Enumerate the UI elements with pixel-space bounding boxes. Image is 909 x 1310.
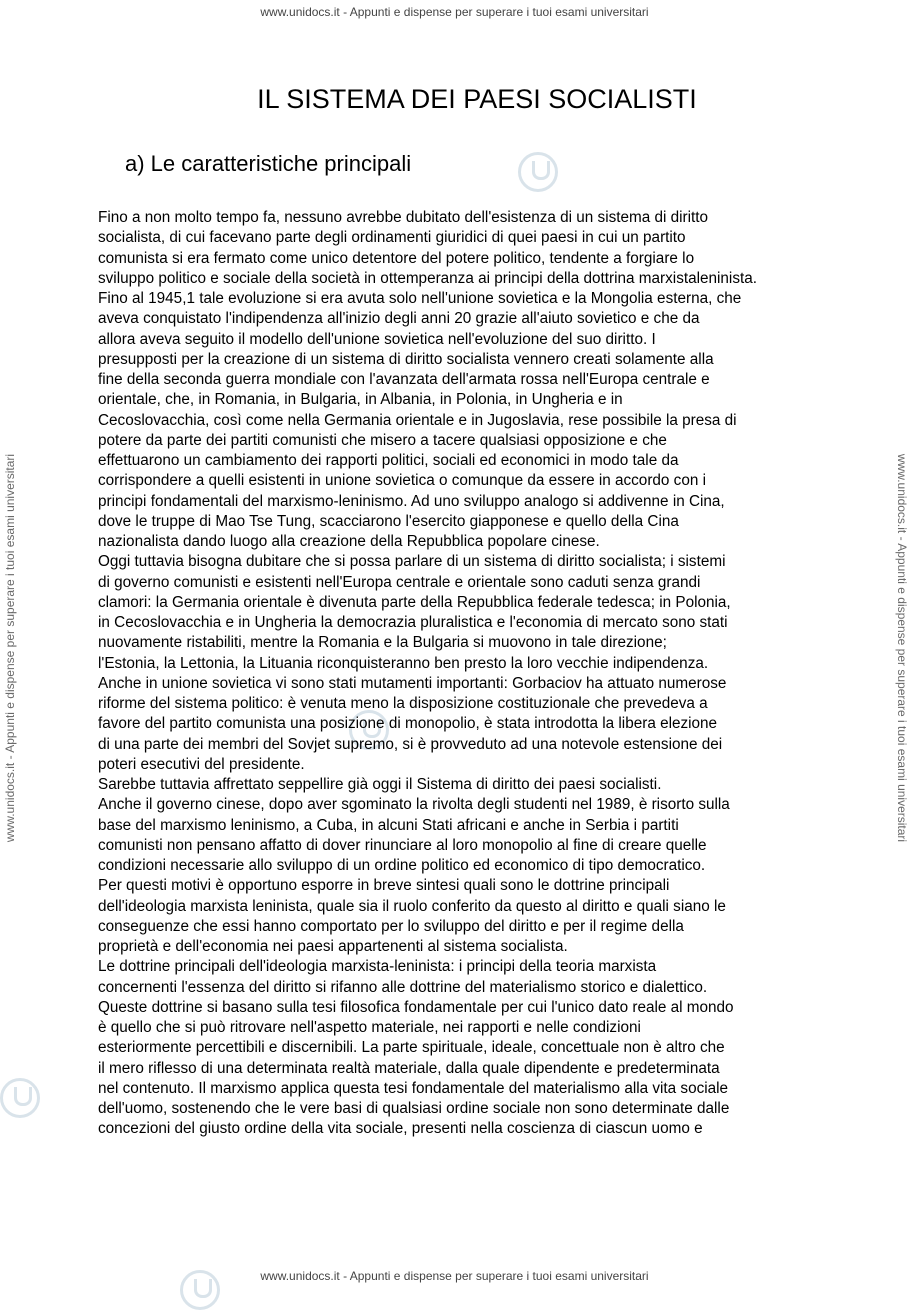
text-line: riforme del sistema politico: è venuta meno la disposizione costituzionale che prevedeva a [98,695,708,712]
watermark-side-left: www.unidocs.it - Appunti e dispense per superare i tuoi esami universitari [3,453,17,843]
watermark-bottom: www.unidocs.it - Appunti e dispense per superare i tuoi esami universitari [260,1269,649,1283]
text-line: esteriormente percettibili e discernibili. La parte spirituale, ideale, concettuale non è altro che [98,1039,725,1057]
text-line: sviluppo politico e sociale della società in ottemperanza ai principi della dottrina marxistaleninista. [98,269,757,287]
text-line: aveva conquistato l'indipendenza all'inizio degli anni 20 grazie all'aiuto sovietico e che da [98,310,700,328]
text-line: condizioni necessarie allo sviluppo di un ordine politico ed economico di tipo democratico. [98,857,706,874]
unidocs-logo-icon [0,1078,40,1118]
text-line: Fino a non molto tempo fa, nessuno avrebbe dubitato dell'esistenza di un sistema di diritto [98,209,709,226]
text-line: proprietà e dell'economia nei paesi appartenenti al sistema socialista. [98,938,568,955]
text-line: effettuarono un cambiamento dei rapporti politici, sociali ed economici in modo tale da [98,452,679,469]
document-title: IL SISTEMA DEI PAESI SOCIALISTI [257,84,697,114]
text-line: principi fondamentali del marxismo-leninismo. Ad uno sviluppo analogo si addivenne in Cina, [98,492,725,510]
text-line: l'Estonia, la Lettonia, la Lituania riconquisteranno ben presto la loro vecchie indipendenza. [98,654,709,672]
text-line: allora aveva seguito il modello dell'unione sovietica nell'evoluzione del suo diritto. I [98,330,656,348]
text-line: fine della seconda guerra mondiale con l'avanzata dell'armata rossa nell'Europa centrale e [98,371,710,388]
text-line: nuovamente ristabiliti, mentre la Romania e la Bulgaria si muovono in tale direzione; [98,634,667,652]
text-line: potere da parte dei partiti comunisti che misero a tacere qualsiasi opposizione e che [98,431,667,449]
text-line: favore del partito comunista una posizione di monopolio, è stata introdotta la libera elezione [98,715,718,733]
text-line: Anche in unione sovietica vi sono stati mutamenti importanti: Gorbaciov ha attuato numerose [98,674,727,692]
text-line: comunista si era fermato come unico detentore del potere politico, tendente a forgiare lo [98,249,695,267]
text-line: Cecoslovacchia, così come nella Germania orientale e in Jugoslavia, rese possibile la presa di [98,411,737,429]
text-line: poteri esecutivi del presidente. [98,755,305,773]
text-line: di una parte dei membri del Sovjet supremo, si è provveduto ad una notevole estensione dei [98,735,723,753]
watermark-side-right: www.unidocs.it - Appunti e dispense per superare i tuoi esami universitari [895,453,909,843]
text-line: conseguenze che essi hanno comportato per lo sviluppo del diritto e per il regime della [98,917,684,935]
text-line: orientale, che, in Romania, in Bulgaria, in Albania, in Polonia, in Ungheria e in [98,391,623,409]
text-line: socialista, di cui facevano parte degli ordinamenti giuridici di quei paesi in cui un partito [98,229,686,247]
body-paragraph [98,208,858,1140]
text-line: nazionalista dando luogo alla creazione della Repubblica popolare cinese. [98,533,600,550]
text-line: Oggi tuttavia bisogna dubitare che si possa parlare di un sistema di diritto socialista; i sistemi [98,553,726,571]
text-line: dove le truppe di Mao Tse Tung, scacciarono l'esercito giapponese e quello della Cina [98,512,679,530]
watermark-top: www.unidocs.it - Appunti e dispense per superare i tuoi esami universitari [260,5,649,19]
text-line: nel contenuto. Il marxismo applica questa tesi fondamentale del materialismo alla vita sociale [98,1079,729,1097]
text-line: Queste dottrine si basano sulla tesi filosofica fondamentale per cui l'unico dato reale al mondo [98,998,734,1016]
text-line: concezioni del giusto ordine della vita sociale, presenti nella coscienza di ciascun uomo e [98,1120,703,1138]
text-line: dell'uomo, sostenendo che le vere basi di qualsiasi ordine sociale non sono determinate dalle [98,1100,730,1117]
text-line: Per questi motivi è opportuno esporre in breve sintesi quali sono le dottrine principali [98,877,670,895]
text-line: Fino al 1945,1 tale evoluzione si era avuta solo nell'unione sovietica e la Mongolia esterna, che [98,290,742,307]
text-line: corrispondere a quelli esistenti in unione sovietica o comunque da essere in accordo con i [98,472,706,490]
text-line: clamori: la Germania orientale è divenuta parte della Repubblica federale tedesca; in Polonia, [98,593,731,611]
text-line: Sarebbe tuttavia affrettato seppellire già oggi il Sistema di diritto dei paesi socialisti. [98,776,662,793]
unidocs-logo-icon [518,152,558,192]
text-line: presupposti per la creazione di un sistema di diritto socialista vennero creati solamente alla [98,350,714,368]
text-line: concernenti l'essenza del diritto si rifanno alle dottrine del materialismo storico e dialettico. [98,978,708,996]
text-line: base del marxismo leninismo, a Cuba, in alcuni Stati africani e anche in Serbia i partiti [98,816,679,834]
section-subtitle: a) Le caratteristiche principali [125,151,412,176]
text-line: il mero riflesso di una determinata realtà materiale, dalla quale dipendente e predeterminata [98,1059,720,1077]
text-line: Le dottrine principali dell'ideologia marxista-leninista: i principi della teoria marxista [98,958,657,976]
text-line: è quello che si può ritrovare nell'aspetto materiale, nei rapporti e nelle condizioni [98,1019,641,1036]
text-line: in Cecoslovacchia e in Ungheria la democrazia pluralistica e l'economia di mercato sono stati [98,614,728,631]
text-line: di governo comunisti e esistenti nell'Europa centrale e orientale sono caduti senza grandi [98,573,701,591]
text-line: Anche il governo cinese, dopo aver sgominato la rivolta degli studenti nel 1989, è risorto sulla [98,796,730,814]
text-line: comunisti non pensano affatto di dover rinunciare al loro monopolio al fine di creare quelle [98,836,707,854]
text-line: dell'ideologia marxista leninista, quale sia il ruolo conferito da questo al diritto e quali siano le [98,897,726,915]
